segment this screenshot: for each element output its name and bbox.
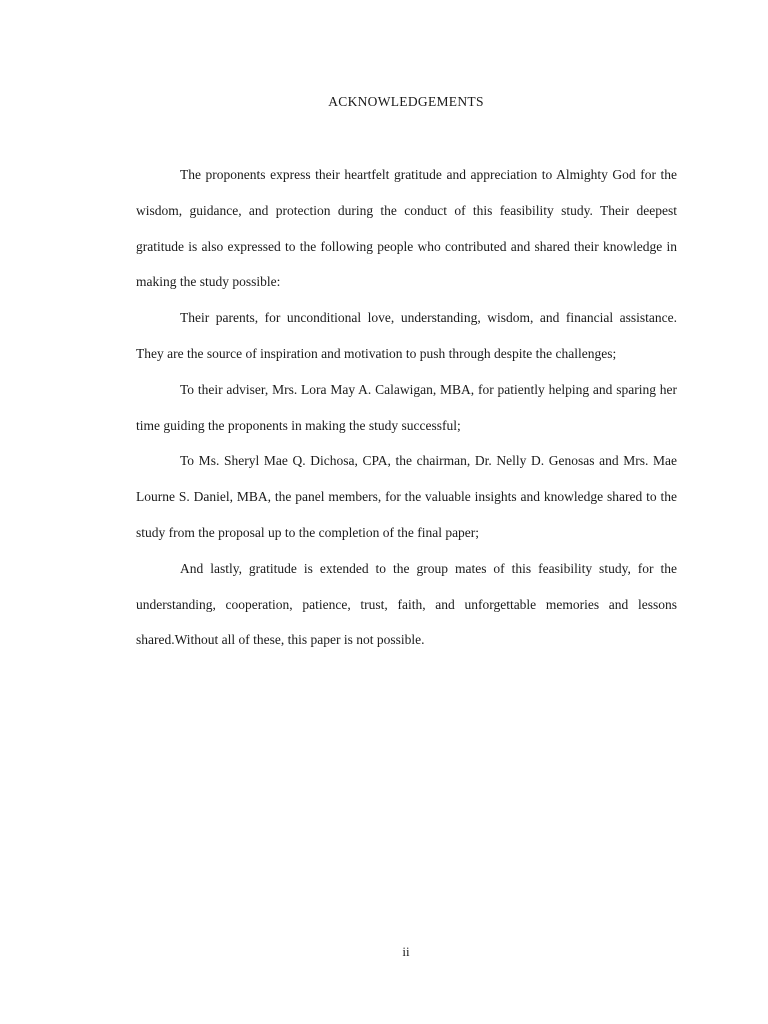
acknowledgements-body [136,157,677,658]
page-title: ACKNOWLEDGEMENTS [328,94,484,109]
paragraph-panel: To Ms. Sheryl Mae Q. Dichosa, CPA, the chairman, Dr. Nelly D. Genosas and Mrs. Mae Lourne S. Daniel, MBA, the panel members, for the valuable insights and knowledge shared to the study from the proposal up to the completion of the final paper; [136,453,677,540]
paragraph-group-mates: And lastly, gratitude is extended to the group mates of this feasibility study, for the understanding, cooperation, patience, trust, faith, and unforgettable memories and lessons shared.Without all of these, this paper is not possible. [136,560,677,648]
paragraph-adviser: To their adviser, Mrs. Lora May A. Calawigan, MBA, for patiently helping and sparing her time guiding the proponents in making the study successful; [136,381,677,433]
paragraph-parents: Their parents, for unconditional love, understanding, wisdom, and financial assistance. They are the source of inspiration and motivation to push through despite the challenges; [136,310,677,361]
page-number: ii [402,944,410,959]
paragraph-gratitude-god: The proponents express their heartfelt gratitude and appreciation to Almighty God for the wisdom, guidance, and protection during the conduct of this feasibility study. Their deepest gratitude is also expressed to the following people who contributed and shared their knowledge in making the study possible: [136,167,677,290]
